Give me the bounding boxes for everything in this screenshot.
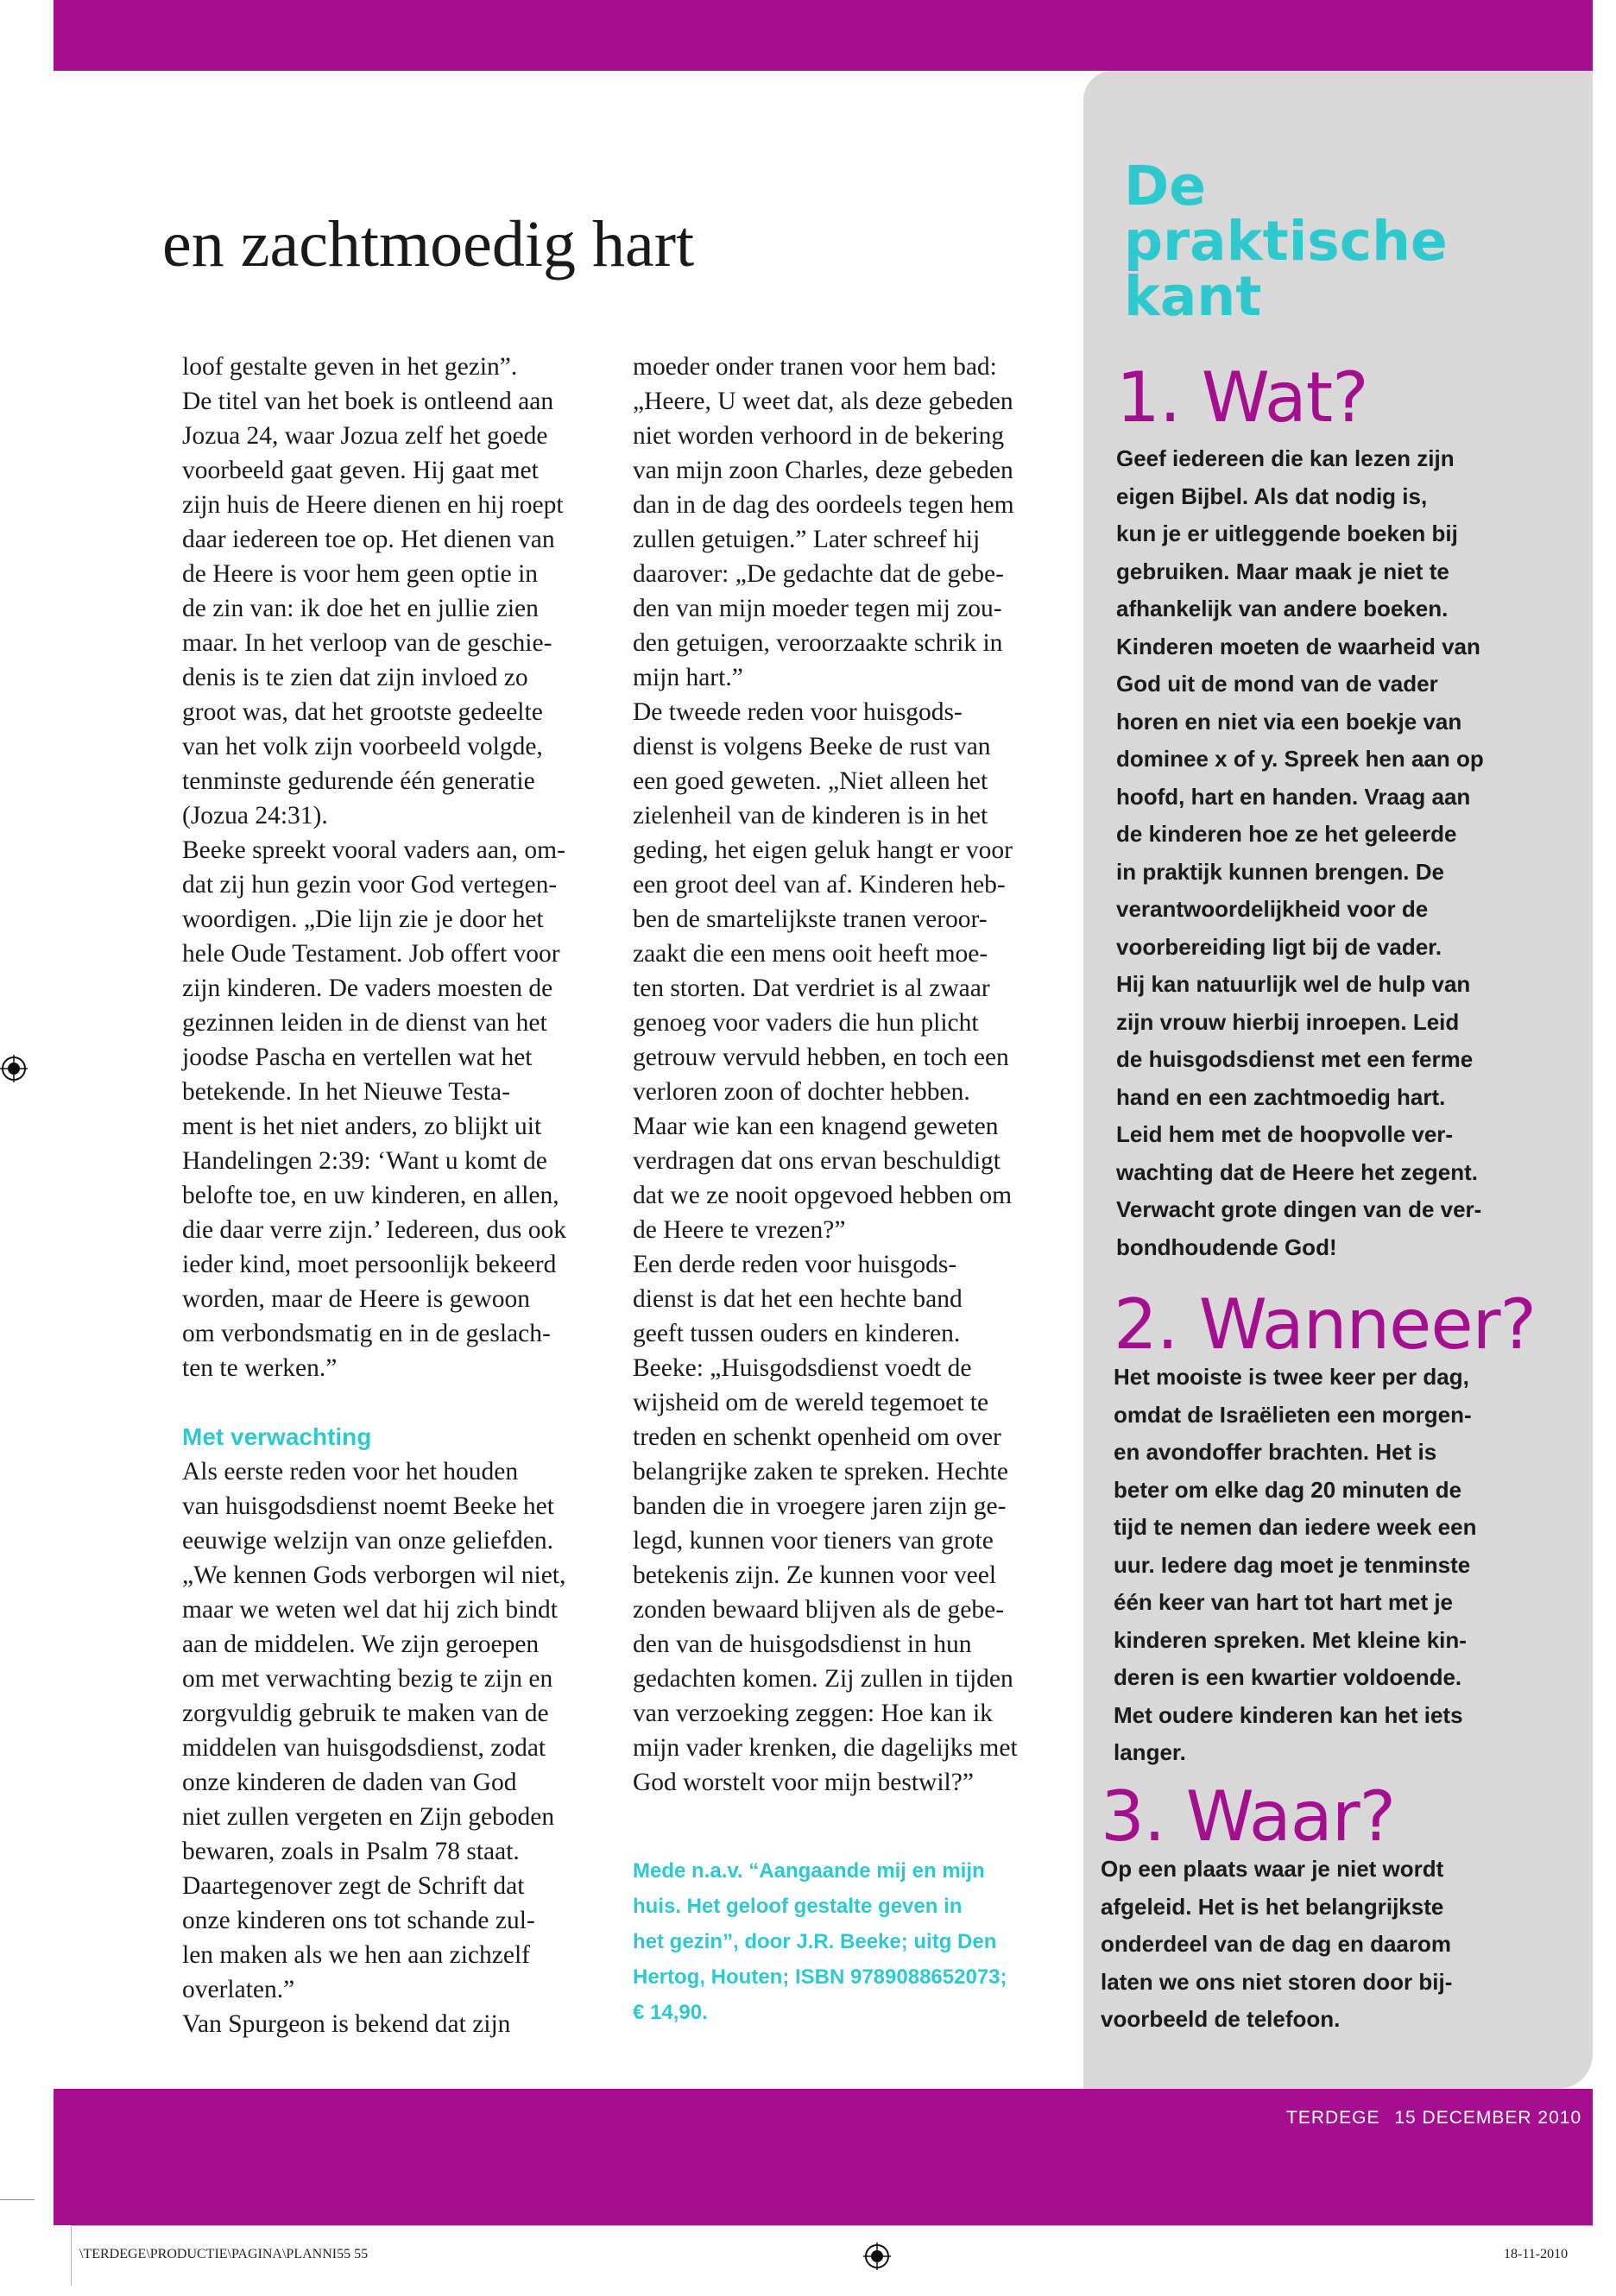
- sidebar-title-line: De: [1124, 155, 1207, 218]
- text-line: Maar wie kan een knagend geweten: [633, 1113, 999, 1140]
- text-line: ment is het niet anders, zo blijkt uit: [182, 1113, 542, 1140]
- sidebar-text-line: tijd te nemen dan iedere week een: [1114, 1514, 1477, 1540]
- sidebar-text-line: kinderen spreken. Met kleine kin-: [1114, 1626, 1467, 1653]
- text-line: De titel van het boek is ontleend aan: [182, 388, 554, 415]
- sidebar-text-line: God uit de mond van de vader: [1116, 671, 1438, 697]
- text-line: verdragen dat ons ervan beschuldigt: [633, 1147, 1001, 1175]
- sidebar-text-line: Kinderen moeten de waarheid van: [1116, 633, 1480, 659]
- text-line: God worstelt voor mijn bestwil?”: [633, 1769, 974, 1796]
- sidebar-title-line: kant: [1124, 265, 1262, 328]
- page-number: 55: [1594, 2108, 1616, 2128]
- text-line: Daartegenover zegt de Schrift dat: [182, 1872, 525, 1900]
- text-line: zullen getuigen.” Later schreef hij: [633, 526, 981, 553]
- text-line: zijn huis de Heere dienen en hij roept: [182, 491, 564, 519]
- sidebar-text-line: en avondoffer brachten. Het is: [1114, 1439, 1437, 1465]
- magazine-name: TERDEGE: [1286, 2108, 1380, 2128]
- sidebar-text-line: bondhoudende God!: [1116, 1233, 1337, 1260]
- text-line: Handelingen 2:39: ‘Want u komt de: [182, 1147, 547, 1175]
- text-line: eeuwige welzijn van onze geliefden.: [182, 1527, 554, 1555]
- slug-date: 18-11-2010: [1504, 2247, 1569, 2261]
- text-line: belofte toe, en uw kinderen, en allen,: [182, 1182, 559, 1209]
- credit-line: Mede n.a.v. “Aangaande mij en mijn: [633, 1859, 985, 1883]
- text-line: Een derde reden voor huisgods-: [633, 1251, 957, 1278]
- text-line: hele Oude Testament. Job offert voor: [182, 940, 560, 968]
- text-line: van verzoeking zeggen: Hoe kan ik: [633, 1700, 993, 1727]
- text-line: zijn kinderen. De vaders moesten de: [182, 975, 553, 1002]
- spacer: [182, 1385, 614, 1420]
- text-line: Beeke spreekt vooral vaders aan, om-: [182, 836, 565, 864]
- text-line: den van mijn moeder tegen mij zou-: [633, 595, 1002, 622]
- sidebar-text-line: uur. Iedere dag moet je tenminste: [1114, 1551, 1471, 1578]
- text-line: om met verwachting bezig te zijn en: [182, 1665, 553, 1693]
- text-line: overlaten.”: [182, 1976, 295, 2003]
- text-line: getrouw vervuld hebben, en toch een: [633, 1044, 1009, 1071]
- text-line: Jozua 24, waar Jozua zelf het goede: [182, 422, 548, 450]
- text-line: daarover: „De gedachte dat de gebe-: [633, 560, 1004, 588]
- sidebar-text-line: de huisgodsdienst met een ferme: [1116, 1046, 1474, 1072]
- text-line: zonden bewaard blijven als de gebe-: [633, 1596, 1005, 1624]
- text-line: van mijn zoon Charles, deze gebeden: [633, 457, 1013, 484]
- sidebar-text-line: afgeleid. Het is het belangrijkste: [1101, 1893, 1444, 1920]
- text-line: Als eerste reden voor het houden: [182, 1458, 519, 1485]
- text-line: maar we weten wel dat hij zich bindt: [182, 1596, 558, 1624]
- text-line: De tweede reden voor huisgods-: [633, 698, 963, 726]
- page-footer: [1286, 2108, 1616, 2129]
- credit-line: € 14,90.: [633, 2001, 708, 2024]
- credit-line: huis. Het geloof gestalte geven in: [633, 1895, 963, 1918]
- text-line: loof gestalte geven in het gezin”.: [182, 353, 518, 381]
- sidebar-text-line: wachting dat de Heere het zegent.: [1116, 1158, 1478, 1185]
- text-line: joodse Pascha en vertellen wat het: [182, 1044, 533, 1071]
- text-line: bewaren, zoals in Psalm 78 staat.: [182, 1838, 520, 1865]
- text-line: zielenheil van de kinderen is in het: [633, 802, 988, 829]
- text-line: van huisgodsdienst noemt Beeke het: [182, 1492, 554, 1520]
- text-line: dat zij hun gezin voor God vertegen-: [182, 871, 558, 899]
- question-2-body: [1114, 1359, 1476, 1772]
- sidebar-text-line: in praktijk kunnen brengen. De: [1116, 858, 1444, 885]
- text-line: treden en schenkt openheid om over: [633, 1423, 1001, 1451]
- column-left-paragraph-2: [182, 1454, 614, 2041]
- sidebar-text-line: beter om elke dag 20 minuten de: [1114, 1476, 1462, 1503]
- text-line: ten storten. Dat verdriet is al zwaar: [633, 975, 990, 1002]
- slug-file-path: \TERDEGE\PRODUCTIE\PAGINA\PLANNI55 55: [79, 2247, 369, 2261]
- top-color-band: [54, 0, 1593, 71]
- text-line: den van de huisgodsdienst in hun: [633, 1631, 972, 1658]
- text-line: genoeg voor vaders die hun plicht: [633, 1009, 979, 1037]
- credit-line: Hertog, Houten; ISBN 9789088652073;: [633, 1965, 1007, 1989]
- sidebar-text-line: onderdeel van de dag en daarom: [1101, 1931, 1451, 1957]
- text-line: banden die in vroegere jaren zijn ge-: [633, 1492, 1007, 1520]
- sidebar-text-line: Verwacht grote dingen van de ver-: [1116, 1196, 1482, 1222]
- text-line: een goed geweten. „Niet alleen het: [633, 767, 988, 795]
- column-left-paragraph: [182, 350, 614, 1385]
- sidebar-text-line: afhankelijk van andere boeken.: [1116, 596, 1449, 621]
- text-line: onze kinderen ons tot schande zul-: [182, 1907, 535, 1934]
- text-line: tenminste gedurende één generatie: [182, 767, 535, 795]
- sidebar-text-line: dominee x of y. Spreek hen aan op: [1116, 746, 1484, 772]
- question-2-heading: 2. Wanneer?: [1114, 1284, 1536, 1365]
- text-line: ieder kind, moet persoonlijk bekeerd: [182, 1251, 557, 1278]
- question-1-body: [1116, 440, 1484, 1266]
- sidebar-text-line: deren is een kwartier voldoende.: [1114, 1664, 1462, 1690]
- text-line: „Heere, U weet dat, als deze gebeden: [633, 388, 1013, 415]
- subheading-met-verwachting: Met verwachting: [182, 1423, 372, 1450]
- credit-line: het gezin”, door J.R. Beeke; uitg Den: [633, 1930, 997, 1953]
- text-line: legd, kunnen voor tieners van grote: [633, 1527, 994, 1555]
- sidebar-text-line: Het mooiste is twee keer per dag,: [1114, 1364, 1469, 1390]
- text-line: dienst is volgens Beeke de rust van: [633, 733, 991, 760]
- sidebar-text-line: Geef iedereen die kan lezen zijn: [1116, 445, 1455, 471]
- sidebar-text-line: Met oudere kinderen kan het iets: [1114, 1701, 1463, 1728]
- text-line: mijn hart.”: [633, 664, 743, 691]
- text-line: voorbeeld gaat geven. Hij gaat met: [182, 457, 539, 484]
- sidebar-text-line: voorbeeld de telefoon.: [1101, 2006, 1341, 2032]
- text-line: betekenis zijn. Ze kunnen voor veel: [633, 1561, 997, 1589]
- sidebar-text-line: de kinderen hoe ze het geleerde: [1116, 821, 1457, 847]
- text-line: de Heere te vrezen?”: [633, 1216, 846, 1244]
- article-title: en zachtmoedig hart: [162, 208, 695, 281]
- text-line: ben de smartelijkste tranen veroor-: [633, 905, 988, 933]
- text-line: maar. In het verloop van de geschie-: [182, 629, 552, 657]
- sidebar-text-line: voorbereiding ligt bij de vader.: [1116, 933, 1442, 960]
- text-line: de zin van: ik doe het en jullie zien: [182, 595, 539, 622]
- sidebar-title: [1124, 155, 1448, 328]
- text-line: moeder onder tranen voor hem bad:: [633, 353, 997, 381]
- sidebar-text-line: eigen Bijbel. Als dat nodig is,: [1116, 483, 1428, 509]
- text-line: geding, het eigen geluk hangt er voor: [633, 836, 1013, 864]
- slug-rule: [71, 2225, 1593, 2226]
- text-line: belangrijke zaken te spreken. Hechte: [633, 1458, 1008, 1485]
- registration-mark-icon: [0, 1055, 28, 1082]
- sidebar-text-line: zijn vrouw hierbij inroepen. Leid: [1116, 1008, 1460, 1035]
- text-line: (Jozua 24:31).: [182, 802, 328, 829]
- text-line: dienst is dat het een hechte band: [633, 1285, 963, 1313]
- text-line: len maken als we hen aan zichzelf: [182, 1941, 530, 1969]
- sidebar-text-line: omdat de Israëlieten een morgen-: [1114, 1401, 1472, 1428]
- sidebar-text-line: één keer van hart tot hart met je: [1114, 1589, 1454, 1615]
- text-line: gezinnen leiden in de dienst van het: [182, 1009, 547, 1037]
- text-line: den getuigen, veroorzaakte schrik in: [633, 629, 1003, 657]
- text-line: aan de middelen. We zijn geroepen: [182, 1631, 540, 1658]
- text-line: Beeke: „Huisgodsdienst voedt de: [633, 1354, 972, 1382]
- slug-rule-vertical: [71, 2225, 72, 2286]
- text-line: om verbondsmatig en in de geslach-: [182, 1320, 551, 1347]
- text-line: dat we ze nooit opgevoed hebben om: [633, 1182, 1013, 1209]
- text-line: gedachten komen. Zij zullen in tijden: [633, 1665, 1013, 1693]
- text-line: „We kennen Gods verborgen wil niet,: [182, 1561, 566, 1589]
- text-line: een groot deel van af. Kinderen heb-: [633, 871, 1006, 899]
- text-line: onze kinderen de daden van God: [182, 1769, 517, 1796]
- book-credit: [633, 1853, 1064, 2030]
- column-middle-paragraph: [633, 350, 1064, 1800]
- sidebar-text-line: kun je er uitleggende boeken bij: [1116, 520, 1458, 546]
- sidebar-text-line: gebruiken. Maar maak je niet te: [1116, 558, 1449, 584]
- text-line: zorgvuldig gebruik te maken van de: [182, 1700, 549, 1727]
- text-line: de Heere is voor hem geen optie in: [182, 560, 539, 588]
- text-line: betekende. In het Nieuwe Testa-: [182, 1078, 510, 1106]
- text-line: niet zullen vergeten en Zijn geboden: [182, 1803, 555, 1831]
- spacer: [633, 1800, 1064, 1853]
- text-line: mijn vader krenken, die dagelijks met: [633, 1734, 1018, 1762]
- text-line: daar iedereen toe op. Het dienen van: [182, 526, 555, 553]
- sidebar-text-line: Op een plaats waar je niet wordt: [1101, 1856, 1444, 1882]
- sidebar-text-line: Hij kan natuurlijk wel de hulp van: [1116, 971, 1471, 997]
- question-3-heading: 3. Waar?: [1101, 1776, 1396, 1857]
- text-line: Van Spurgeon is bekend dat zijn: [182, 2010, 511, 2038]
- text-line: ten te werken.”: [182, 1354, 338, 1382]
- sidebar-text-line: laten we ons niet storen door bij-: [1101, 1968, 1453, 1995]
- sidebar-text-line: Leid hem met de hoopvolle ver-: [1116, 1121, 1454, 1147]
- text-line: zaakt die een mens ooit heeft moe-: [633, 940, 988, 968]
- registration-mark-icon: [863, 2242, 891, 2270]
- text-line: verloren zoon of dochter hebben.: [633, 1078, 970, 1106]
- text-line: worden, maar de Heere is gewoon: [182, 1285, 531, 1313]
- sidebar-text-line: langer.: [1114, 1739, 1186, 1765]
- sidebar-text-line: horen en niet via een boekje van: [1116, 708, 1462, 735]
- crop-mark: [0, 2199, 35, 2200]
- sidebar-text-line: verantwoordelijkheid voor de: [1116, 896, 1429, 922]
- article-column-left: [182, 350, 614, 2041]
- sidebar-title-line: praktische: [1124, 210, 1448, 273]
- text-line: geeft tussen ouders en kinderen.: [633, 1320, 961, 1347]
- text-line: dan in de dag des oordeels tegen hem: [633, 491, 1014, 519]
- sidebar-text-line: hoofd, hart en handen. Vraag aan: [1116, 783, 1471, 810]
- text-line: niet worden verhoord in de bekering: [633, 422, 1005, 450]
- article-column-middle: [633, 350, 1064, 2030]
- text-line: denis is te zien dat zijn invloed zo: [182, 664, 528, 691]
- text-line: middelen van huisgodsdienst, zodat: [182, 1734, 546, 1762]
- question-3-body: [1101, 1851, 1452, 2039]
- sidebar-text-line: hand en een zachtmoedig hart.: [1116, 1083, 1446, 1110]
- issue-date: 15 DECEMBER 2010: [1394, 2108, 1582, 2128]
- text-line: wijsheid om de wereld tegemoet te: [633, 1389, 989, 1416]
- text-line: woordigen. „Die lijn zie je door het: [182, 905, 544, 933]
- text-line: van het volk zijn voorbeeld volgde,: [182, 733, 543, 760]
- text-line: groot was, dat het grootste gedeelte: [182, 698, 543, 726]
- text-line: die daar verre zijn.’ Iedereen, dus ook: [182, 1216, 567, 1244]
- question-1-heading: 1. Wat?: [1116, 357, 1368, 438]
